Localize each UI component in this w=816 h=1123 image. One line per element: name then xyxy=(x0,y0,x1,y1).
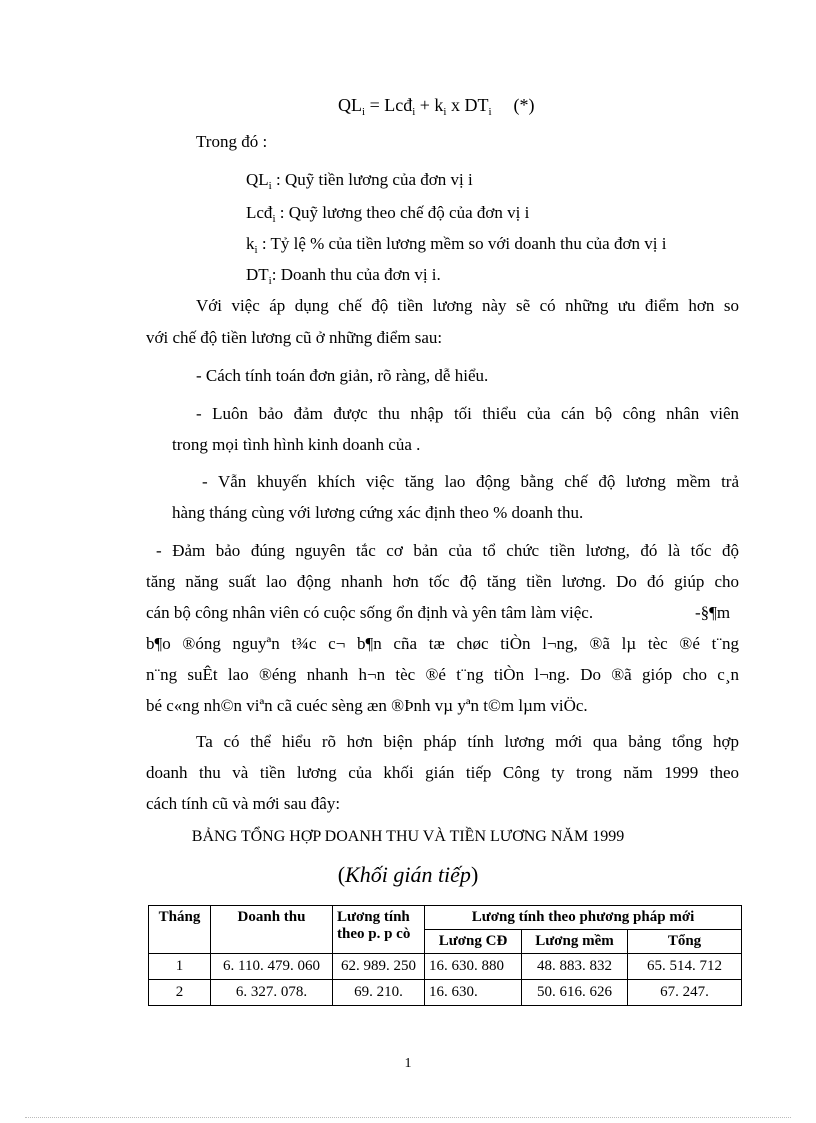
summary-table xyxy=(148,905,742,1006)
cell-tong: 67. 247. xyxy=(628,980,742,1006)
cell-luong-cd: 16. 630. 880 xyxy=(425,954,522,980)
paragraph-3-line-1: Ta có thể hiểu rõ hơn biện pháp tính lương mới qua bảng tổng hợp xyxy=(196,732,739,751)
cell-luong-cd: 16. 630. xyxy=(425,980,522,1006)
header-luong-cu: Lương tính theo p. p cò xyxy=(333,906,425,954)
formula-times: x DT xyxy=(446,95,489,115)
paragraph-3-line-2: doanh thu và tiền lương của khối gián tiếp Công ty trong năm 1999 theo xyxy=(146,763,739,782)
formula-plus: + k xyxy=(415,95,444,115)
paragraph-2-garbled-line-5: n¨ng suÊt lao ®éng nhanh h¬n tèc ®é t¨ng tiÒn l¬ng. Do ®ã gióp cho c¸n xyxy=(146,665,739,684)
cell-luong-cu: 69. 210. xyxy=(333,980,425,1006)
cell-thang: 1 xyxy=(149,954,211,980)
header-doanh-thu: Doanh thu xyxy=(211,906,333,954)
bullet-2-line-2: trong mọi tình hình kinh doanh của . xyxy=(172,435,421,454)
trong-do-label: Trong đó : xyxy=(196,132,268,151)
cell-doanh-thu: 6. 110. 479. 060 xyxy=(211,954,333,980)
paragraph-2-line-3a: cán bộ công nhân viên có cuộc sống ổn định và yên tâm làm việc. xyxy=(146,603,594,622)
paragraph-2-line-2: tăng năng suất lao động nhanh hơn tốc độ tăng tiền lương. Do đó giúp cho xyxy=(146,572,739,591)
header-luong-cd: Lương CĐ xyxy=(425,930,522,954)
cell-luong-mem: 48. 883. 832 xyxy=(522,954,628,980)
paragraph-1-line-1: Với việc áp dụng chế độ tiền lương này sẽ có những ưu điểm hơn so xyxy=(196,296,739,315)
table-row xyxy=(149,980,742,1006)
cell-luong-cu: 62. 989. 250 xyxy=(333,954,425,980)
cell-doanh-thu: 6. 327. 078. xyxy=(211,980,333,1006)
bullet-1: - Cách tính toán đơn giản, rõ ràng, dễ hiểu. xyxy=(196,366,489,385)
definition-k: $k_i$ : Tỷ lệ % của tiền lương mềm so với doanh thu của đơn vị i xyxy=(246,234,667,256)
paragraph-2-line-3b: -§¶m xyxy=(695,603,731,622)
cell-thang: 2 xyxy=(149,980,211,1006)
page-number: 1 xyxy=(404,1056,412,1071)
bullet-3-line-1: - Vẫn khuyến khích việc tăng lao động bằng chế độ lương mềm trả xyxy=(202,472,739,491)
formula-star: (*) xyxy=(513,95,535,115)
formula: $QL_i$ = Lcđ$_i$ + $k_i$ x $DT_i$ (*) xyxy=(338,95,535,118)
table-row xyxy=(149,954,742,980)
paragraph-2-garbled-line-6: bé c«ng nh©n viªn cã cuéc sèng æn ®Þnh vµ yªn t©m lµm viÖc. xyxy=(146,696,588,715)
definition-dt: $DT_i$: Doanh thu của đơn vị i. xyxy=(246,265,441,287)
paragraph-1-line-2: với chế độ tiền lương cũ ở những điểm sau: xyxy=(146,328,443,347)
formula-eq: = Lcđ xyxy=(365,95,413,115)
paragraph-2-garbled-line-4: b¶o ®óng nguyªn t¾c c¬ b¶n cña tæ chøc tiÒn l¬ng, ®ã lµ tèc ®é t¨ng xyxy=(146,634,739,653)
cell-luong-mem: 50. 616. 626 xyxy=(522,980,628,1006)
bullet-3-line-2: hàng tháng cùng với lương cứng xác định theo % doanh thu. xyxy=(172,503,584,522)
formula-ql: QL xyxy=(338,95,362,115)
page-footer-divider xyxy=(25,1117,791,1118)
paragraph-2-line-1: - Đảm bảo đúng nguyên tắc cơ bản của tổ chức tiền lương, đó là tốc độ xyxy=(156,541,739,560)
definition-lcd: Lcđ$_i$ : Quỹ lương theo chế độ của đơn vị i xyxy=(246,203,530,225)
paragraph-3-line-3: cách tính cũ và mới sau đây: xyxy=(146,794,341,813)
header-tong: Tổng xyxy=(628,930,742,954)
bullet-2-line-1: - Luôn bảo đảm được thu nhập tối thiểu của cán bộ công nhân viên xyxy=(196,404,739,423)
definition-ql: $QL_i$ : Quỹ tiền lương của đơn vị i xyxy=(246,170,473,192)
header-luong-moi: Lương tính theo phương pháp mới xyxy=(425,906,742,930)
header-thang: Tháng xyxy=(149,906,211,954)
table-subtitle: (Khối gián tiếp) xyxy=(337,862,479,887)
header-luong-mem: Lương mềm xyxy=(522,930,628,954)
table-title: BẢNG TỔNG HỢP DOANH THU VÀ TIỀN LƯƠNG NĂM 1999 xyxy=(191,828,625,845)
cell-tong: 65. 514. 712 xyxy=(628,954,742,980)
